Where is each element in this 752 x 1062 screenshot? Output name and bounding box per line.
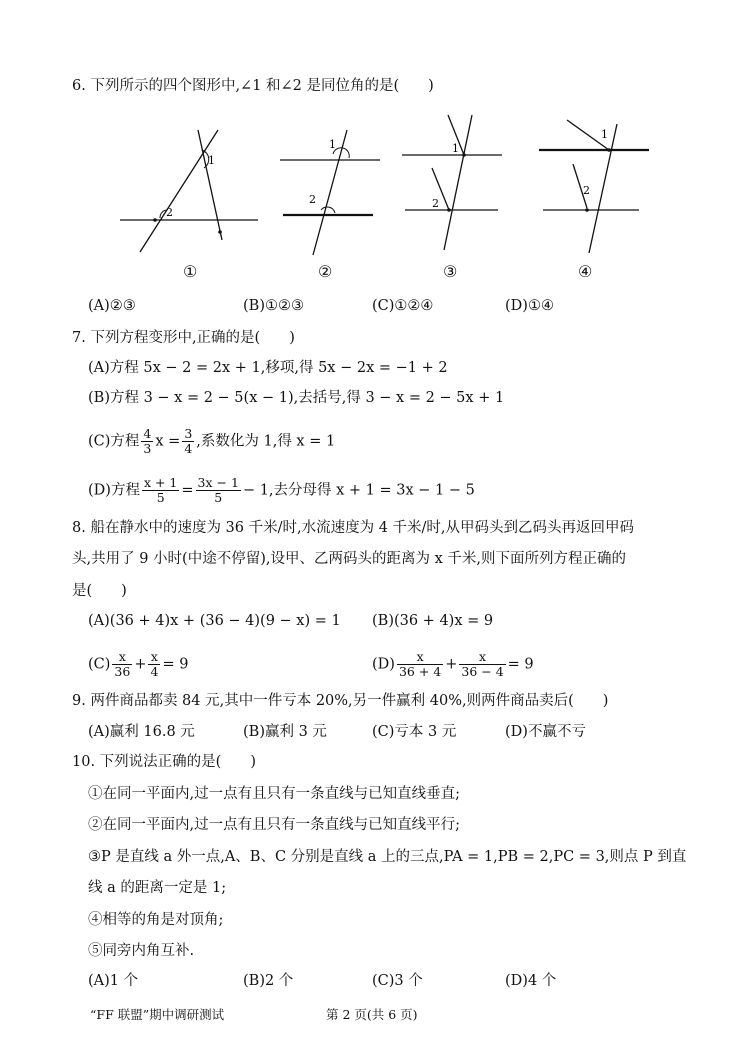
q10-option-a: (A)1 个 bbox=[88, 973, 139, 989]
q7-option-a: (A)方程 5x − 2 = 2x + 1,移项,得 5x − 2x = −1 + 2 bbox=[88, 360, 448, 376]
q7-d-frac-2: $\frac{3x - 1}{5}$ bbox=[197, 475, 239, 505]
q7-d-frac-1: $\frac{x + 1}{5}$ bbox=[143, 475, 178, 505]
q8-d-frac-1: $\frac{x}{36 + 4}$ bbox=[398, 649, 442, 679]
q9-option-d: (D)不赢不亏 bbox=[505, 724, 586, 740]
q10-stem: 10. 下列说法正确的是( ) bbox=[72, 754, 256, 770]
q6-figure-1-label: ① bbox=[183, 262, 198, 281]
q8-d-prefix: (D) bbox=[372, 656, 395, 673]
q7-c-frac-2: $\frac{3}{4}$ bbox=[184, 426, 193, 456]
q8-line-2: 头,共用了 9 小时(中途不停留),设甲、乙两码头的距离为 x 千米,则下面所列方程正确的 bbox=[72, 551, 626, 567]
q7-c-frac-1: $\frac{4}{3}$ bbox=[143, 426, 152, 456]
q10-statement-5: ⑤同旁内角互补. bbox=[88, 943, 195, 959]
q7-option-b: (B)方程 3 − x = 2 − 5(x − 1),去括号,得 3 − x = 2 − 5x + 1 bbox=[88, 390, 505, 406]
q6-fig1-label-2: 2 bbox=[166, 206, 173, 219]
q9-option-a: (A)赢利 16.8 元 bbox=[88, 724, 195, 740]
q6-fig3-label-1: 1 bbox=[452, 142, 459, 155]
q7-c-prefix: (C)方程 bbox=[88, 433, 140, 450]
q10-statement-2: ②在同一平面内,过一点有且只有一条直线与已知直线平行; bbox=[88, 817, 460, 833]
q6-stem: 6. 下列所示的四个图形中,∠1 和∠2 是同位角的是( ) bbox=[72, 78, 434, 94]
footer-page-number: 第 2 页(共 6 页) bbox=[326, 1007, 418, 1022]
q8-d-plus: + bbox=[445, 656, 458, 673]
q6-option-a: (A)②③ bbox=[88, 298, 136, 314]
q6-figure-3 bbox=[400, 110, 510, 264]
q8-c-frac-2: $\frac{x}{4}$ bbox=[150, 649, 159, 679]
q8-c-plus: + bbox=[134, 656, 147, 673]
q8-option-c bbox=[88, 650, 188, 679]
q10-option-b: (B)2 个 bbox=[243, 973, 294, 989]
q7-d-suffix: − 1,去分母得 x + 1 = 3x − 1 − 5 bbox=[242, 482, 475, 499]
q8-c-prefix: (C) bbox=[88, 656, 111, 673]
q6-figure-1 bbox=[110, 110, 260, 264]
q6-option-c: (C)①②④ bbox=[372, 298, 434, 314]
q6-fig2-label-1: 1 bbox=[329, 138, 336, 151]
q6-figure-4-label: ④ bbox=[578, 262, 593, 281]
q8-option-d bbox=[372, 650, 534, 679]
q8-d-frac-2: $\frac{x}{36 - 4}$ bbox=[461, 649, 504, 679]
q6-fig2-label-2: 2 bbox=[309, 193, 316, 206]
q7-c-mid: x = bbox=[155, 433, 181, 450]
q7-option-d bbox=[88, 476, 475, 505]
q8-d-suffix: = 9 bbox=[507, 656, 534, 673]
q9-option-c: (C)亏本 3 元 bbox=[372, 724, 457, 740]
q8-option-b: (B)(36 + 4)x = 9 bbox=[372, 613, 494, 629]
q7-stem: 7. 下列方程变形中,正确的是( ) bbox=[72, 330, 295, 346]
q10-statement-1: ①在同一平面内,过一点有且只有一条直线与已知直线垂直; bbox=[88, 786, 460, 802]
q6-figure-4 bbox=[535, 110, 655, 264]
q8-line-1: 8. 船在静水中的速度为 36 千米/时,水流速度为 4 千米/时,从甲码头到乙码头再返回甲码 bbox=[72, 520, 635, 536]
q6-option-b: (B)①②③ bbox=[243, 298, 304, 314]
q7-option-c bbox=[88, 427, 335, 456]
q7-d-eq: = bbox=[181, 482, 194, 499]
q9-stem: 9. 两件商品都卖 84 元,其中一件亏本 20%,另一件赢利 40%,则两件商品卖后( ) bbox=[72, 693, 609, 709]
q9-option-b: (B)赢利 3 元 bbox=[243, 724, 327, 740]
q8-option-a: (A)(36 + 4)x + (36 − 4)(9 − x) = 1 bbox=[88, 613, 341, 629]
q6-figure-2-label: ② bbox=[318, 262, 333, 281]
q6-figure-3-label: ③ bbox=[443, 262, 458, 281]
q10-option-c: (C)3 个 bbox=[372, 973, 423, 989]
q6-option-d: (D)①④ bbox=[505, 298, 554, 314]
q7-d-prefix: (D)方程 bbox=[88, 482, 140, 499]
q6-fig4-label-2: 2 bbox=[583, 184, 590, 197]
q6-fig4-label-1: 1 bbox=[601, 128, 608, 141]
q8-c-frac-1: $\frac{x}{36}$ bbox=[114, 649, 131, 679]
q6-figure-2 bbox=[275, 110, 385, 264]
q8-line-3: 是( ) bbox=[72, 583, 127, 599]
q10-option-d: (D)4 个 bbox=[505, 973, 557, 989]
q10-statement-3a: ③P 是直线 a 外一点,A、B、C 分别是直线 a 上的三点,PA = 1,PB = 2,PC = 3,则点 P 到直 bbox=[88, 849, 687, 865]
q6-fig3-label-2: 2 bbox=[432, 197, 439, 210]
q10-statement-3b: 线 a 的距离一定是 1; bbox=[88, 880, 227, 896]
q10-statement-4: ④相等的角是对顶角; bbox=[88, 912, 224, 928]
q7-c-suffix: ,系数化为 1,得 x = 1 bbox=[196, 433, 336, 450]
q8-c-suffix: = 9 bbox=[162, 656, 189, 673]
footer-exam-name: “FF 联盟”期中调研测试 bbox=[90, 1007, 225, 1022]
q6-fig1-label-1: 1 bbox=[208, 154, 215, 167]
